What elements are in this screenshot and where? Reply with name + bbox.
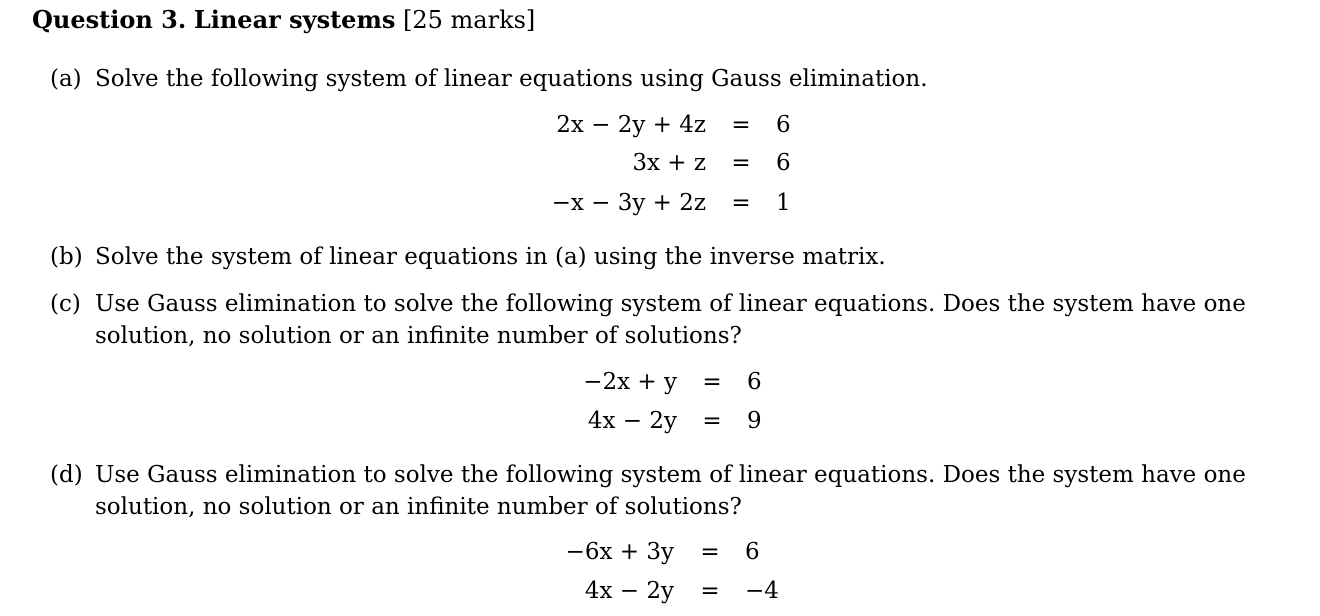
part-c	[50, 288, 1270, 352]
question-marks: [25 marks]	[403, 6, 536, 34]
question-heading	[32, 5, 535, 34]
equation-rhs: 1	[776, 190, 791, 216]
equals-sign: =	[702, 408, 722, 434]
equation-lhs: −6x + 3y	[565, 539, 674, 565]
equation-lhs: −x − 3y + 2z	[551, 190, 706, 216]
equation-lhs: 2x − 2y + 4z	[556, 112, 706, 138]
equals-sign: =	[731, 150, 751, 176]
equals-sign: =	[700, 578, 720, 604]
equation-rhs: 6	[776, 150, 791, 176]
part-d	[50, 459, 1270, 523]
part-b-text: Solve the system of linear equations in (a) using the inverse matrix.	[95, 244, 886, 270]
equation-lhs: 4x − 2y	[584, 578, 674, 604]
equation-rhs: −4	[745, 578, 779, 604]
equals-sign: =	[702, 369, 722, 395]
part-a-text: Solve the following system of linear equations using Gauss elimination.	[95, 66, 928, 92]
question-number: Question 3.	[32, 5, 187, 34]
equation-rhs: 6	[745, 539, 760, 565]
equals-sign: =	[700, 539, 720, 565]
part-c-text: Use Gauss elimination to solve the following system of linear equations. Does the system have one solution, no solution or an infinite number of solutions?	[95, 291, 1246, 349]
equation-rhs: 9	[747, 408, 762, 434]
equals-sign: =	[731, 112, 751, 138]
equation-rhs: 6	[776, 112, 791, 138]
part-b	[50, 241, 1270, 273]
part-a	[50, 63, 1270, 95]
equals-sign: =	[731, 190, 751, 216]
part-c-label: (c)	[50, 291, 81, 317]
equation-lhs: 3x + z	[632, 150, 706, 176]
equation-lhs: 4x − 2y	[587, 408, 677, 434]
part-a-label: (a)	[50, 66, 82, 92]
equation-lhs: −2x + y	[583, 369, 677, 395]
part-d-label: (d)	[50, 462, 83, 488]
part-d-text: Use Gauss elimination to solve the following system of linear equations. Does the system have one solution, no solution or an infinite number of solutions?	[95, 462, 1246, 520]
equation-rhs: 6	[747, 369, 762, 395]
question-topic: Linear systems	[193, 5, 396, 34]
part-b-label: (b)	[50, 244, 83, 270]
